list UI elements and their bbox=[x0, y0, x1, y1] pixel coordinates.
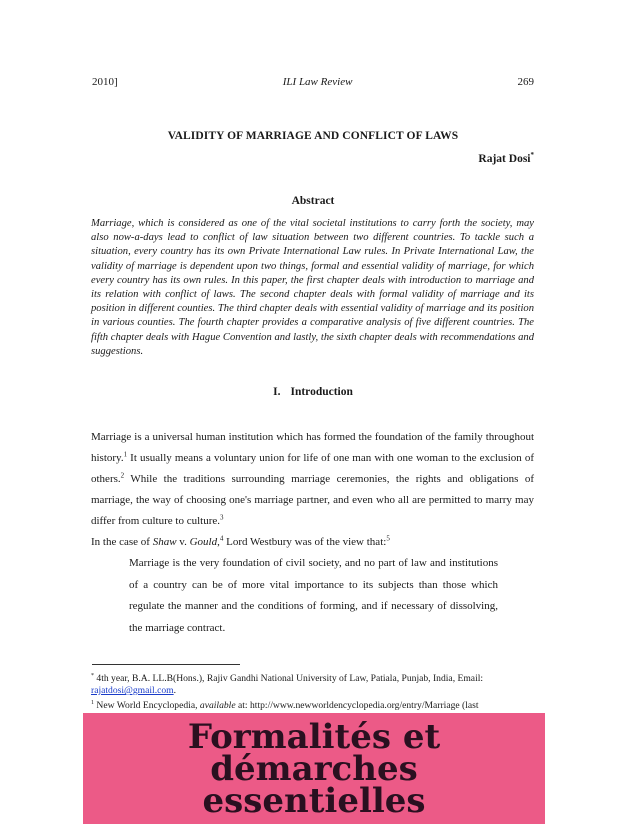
intro-paragraph bbox=[91, 427, 534, 532]
article-title: VALIDITY OF MARRIAGE AND CONFLICT OF LAWS bbox=[167, 130, 459, 142]
header-page-number: 269 bbox=[517, 76, 534, 88]
header-journal: ILI Law Review bbox=[282, 76, 353, 88]
case-paragraph bbox=[91, 532, 534, 553]
footnote-1-text-a: New World Encyclopedia, bbox=[94, 700, 200, 712]
case-party-1: Shaw bbox=[152, 536, 177, 548]
promo-banner[interactable] bbox=[83, 713, 545, 824]
author-email-link[interactable]: rajatdosi@gmail.com bbox=[91, 685, 174, 697]
case-party-2: Gould bbox=[189, 536, 218, 548]
author-name: Rajat Dosi bbox=[478, 152, 531, 165]
footnote-star bbox=[91, 670, 534, 697]
block-quote: Marriage is the very foundation of civil society, and no part of law and institutions of a country can be of more vital importance to its subjects than those which regulate the manner and the conditions of forming, and if necessary of dissolving, the marriage contract. bbox=[129, 557, 498, 634]
footnote-1-mark: 1 bbox=[91, 700, 94, 707]
footnote-1-text-b: at: http://www.newworldencyclopedia.org/entry/Marriage (last bbox=[235, 700, 479, 712]
section-title: Introduction bbox=[290, 386, 353, 398]
author-footnote-mark: * bbox=[530, 151, 534, 159]
footnote-star-mark: * bbox=[91, 673, 94, 679]
intro-text-3: While the traditions surrounding marriage ceremonies, the rights and obligations of marriage, the way of choosing one's marriage partner, and even who all are permitted to marry may differ from culture to culture. bbox=[91, 473, 534, 527]
header-year: 2010] bbox=[92, 76, 118, 88]
footnote-1-available: available bbox=[199, 700, 236, 712]
banner-line-1: Formalités et bbox=[187, 716, 441, 757]
footnote-ref-2[interactable]: 2 bbox=[120, 471, 125, 480]
footnotes bbox=[91, 670, 534, 712]
footnote-star-text: 4th year, B.A. LL.B(Hons.), Rajiv Gandhi National University of Law, Patiala, Punjab, India, Email: bbox=[94, 673, 484, 685]
footnote-ref-5[interactable]: 5 bbox=[386, 534, 390, 543]
footnote-ref-3[interactable]: 3 bbox=[220, 513, 224, 522]
section-heading bbox=[92, 386, 534, 398]
case-versus: v. bbox=[176, 536, 190, 548]
footnote-ref-4[interactable]: 4 bbox=[219, 534, 224, 543]
abstract-heading: Abstract bbox=[291, 195, 335, 207]
footnote-1 bbox=[91, 697, 534, 712]
footnote-ref-1[interactable]: 1 bbox=[123, 450, 128, 459]
banner-line-3: essentielles bbox=[202, 780, 426, 821]
section-number: I. bbox=[273, 386, 281, 398]
banner-line-2: démarches bbox=[210, 748, 418, 789]
running-header bbox=[92, 76, 534, 88]
article-author bbox=[92, 151, 534, 165]
abstract-text: Marriage, which is considered as one of the vital societal institutions to carry forth the society, may also now-a-days lead to conflict of law situation between two different countries. To tackle such a situation, every country has its own Private International Law rules. In Private International Law, the validity of marriage is dependent upon two things, formal and essential validity of marriage, for which every country has its own rules. In this paper, the first chapter deals with introduction to marriage and its relation with conflict of laws. The second chapter deals with formal validity of marriage and its position in different counties. The third chapter deals with essential validity of marriage and its position in various counties. The fourth chapter provides a comparative analysis of five different countries. The fifth chapter deals with Hague Convention and lastly, the sixth chapter deals with recommendations and suggestions. bbox=[91, 218, 534, 357]
case-text-2: Lord Westbury was of the view that: bbox=[223, 536, 387, 548]
intro-text-2: It usually means a voluntary union for life of one man with one woman to the exclusion of others. bbox=[91, 452, 534, 485]
case-text-1: In the case of bbox=[91, 536, 153, 548]
footnote-star-end: . bbox=[173, 685, 177, 697]
footnote-divider bbox=[92, 664, 240, 665]
case-comma: , bbox=[217, 536, 220, 548]
intro-text-1: Marriage is a universal human institution which has formed the foundation of the family throughout history. bbox=[91, 431, 534, 464]
